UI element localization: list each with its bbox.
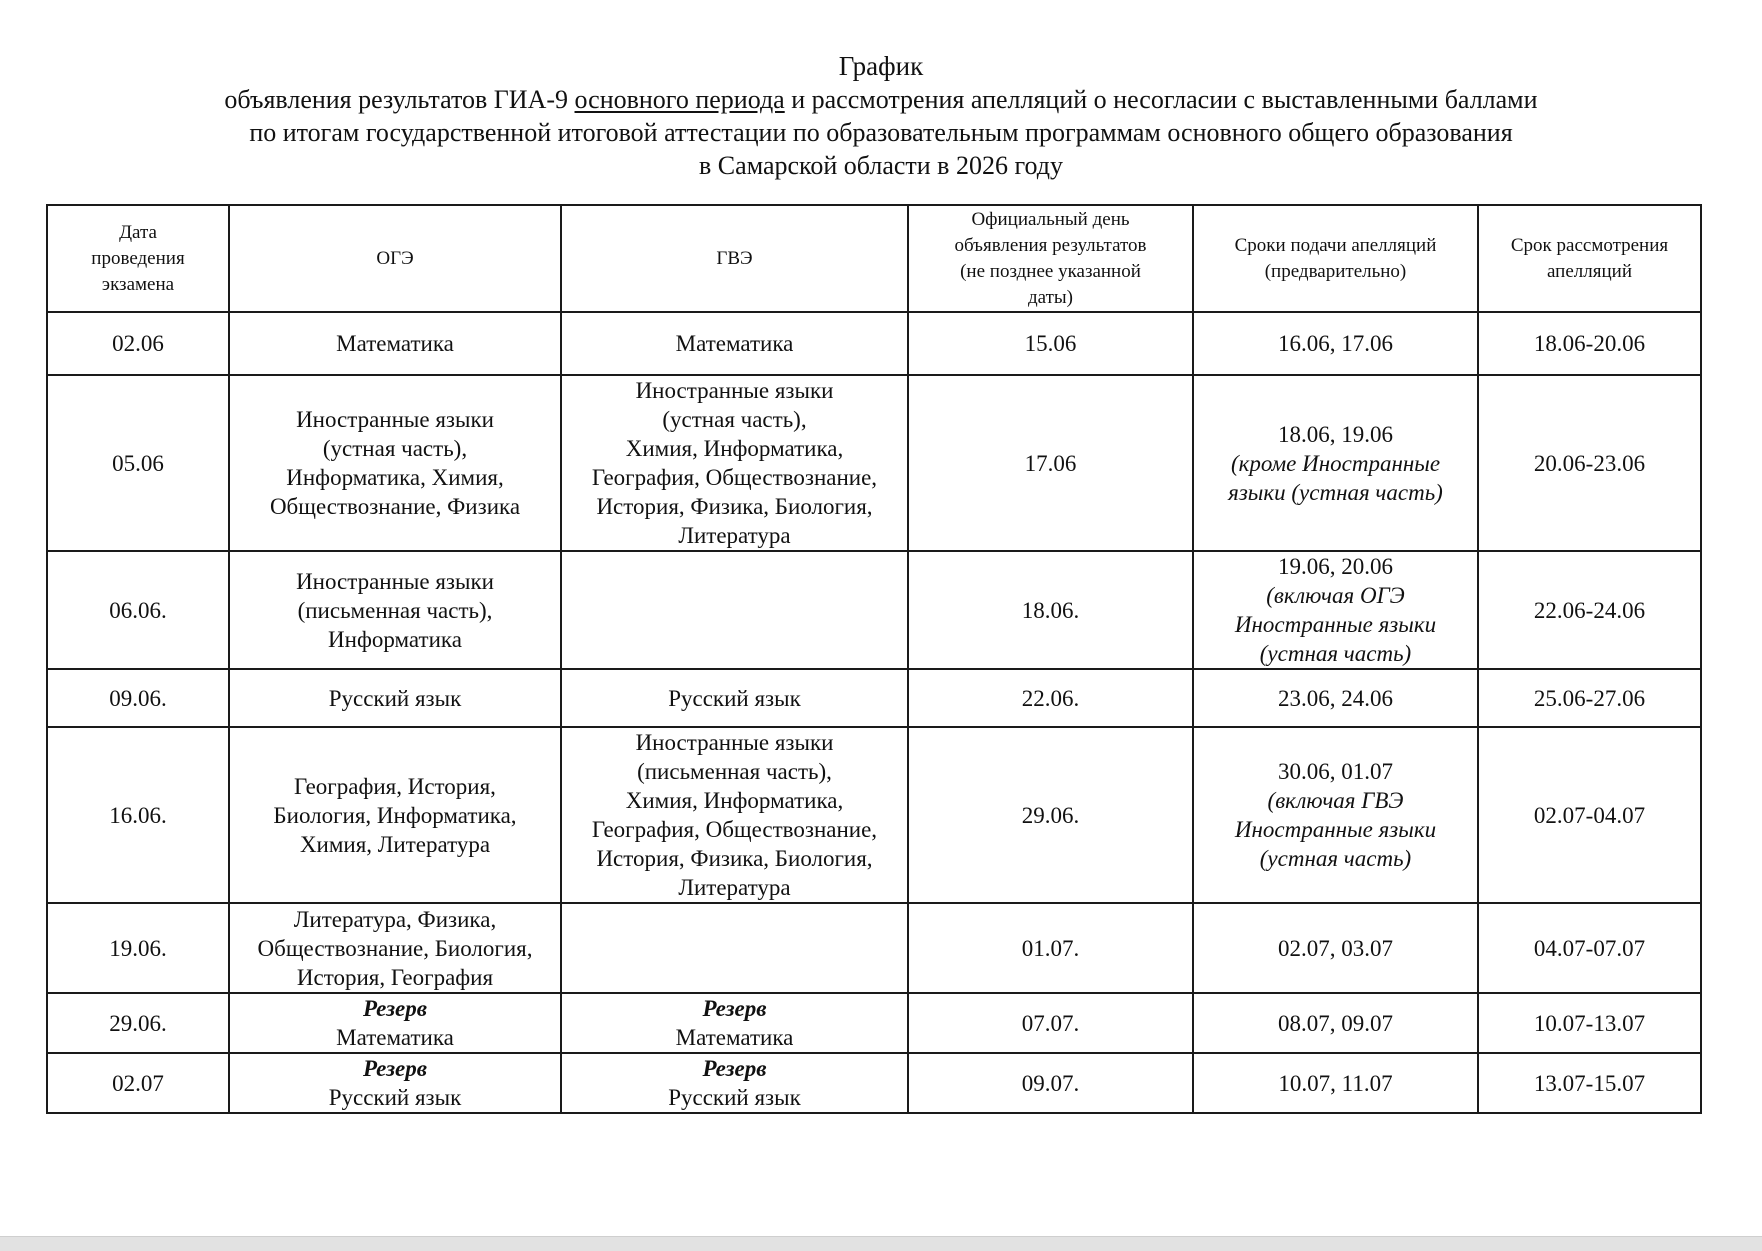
cell-official-results-date: 15.06 <box>908 312 1193 375</box>
text-line: объявления результатов <box>954 234 1147 256</box>
cell-gve-subjects <box>561 1053 908 1113</box>
text-line: даты) <box>1027 286 1073 308</box>
appeal-submission-dates: 18.06, 19.06 <box>1278 421 1393 447</box>
subtitle-text-pre: объявления результатов ГИА-9 <box>224 85 575 114</box>
cell-appeal-review-period: 22.06-24.06 <box>1478 551 1701 669</box>
cell-official-results-date: 22.06. <box>908 669 1193 727</box>
cell-gve-subjects <box>561 375 908 551</box>
page-bottom-edge <box>0 1236 1762 1251</box>
table-row <box>47 551 1701 669</box>
cell-gve-subjects <box>561 727 908 903</box>
cell-appeal-review-period: 13.07-15.07 <box>1478 1053 1701 1113</box>
cell-oge-subjects <box>229 903 561 993</box>
text-line: (включая ОГЭ <box>1266 583 1405 608</box>
text-line: (письменная часть), <box>637 759 832 784</box>
cell-appeal-submission <box>1193 727 1478 903</box>
text-line: проведения <box>91 247 185 269</box>
table-row <box>47 669 1701 727</box>
reserve-label: Резерв <box>702 1056 767 1081</box>
cell-exam-date: 09.06. <box>47 669 229 727</box>
cell-official-results-date: 01.07. <box>908 903 1193 993</box>
table-row <box>47 1053 1701 1113</box>
text-line: Иностранные языки <box>635 378 834 403</box>
text-line: Русский язык <box>668 1085 801 1110</box>
appeal-submission-dates: 16.06, 17.06 <box>1278 331 1393 356</box>
text-line: Сроки подачи апелляций <box>1234 234 1437 256</box>
reserve-label: Резерв <box>702 996 767 1021</box>
document-subtitle-line-1 <box>0 83 1762 116</box>
cell-exam-date: 29.06. <box>47 993 229 1053</box>
document-subtitle-line-3: в Самарской области в 2026 году <box>699 151 1063 180</box>
appeal-submission-dates: 19.06, 20.06 <box>1278 554 1393 579</box>
text-line: Математика <box>675 1025 794 1050</box>
text-line: Иностранные языки <box>635 730 834 755</box>
text-line: (предварительно) <box>1264 260 1407 282</box>
text-line: (устная часть), <box>322 436 468 461</box>
document-subtitle-line-2: по итогам государственной итоговой аттестации по образовательным программам основного общего образования <box>249 118 1513 147</box>
cell-exam-date: 06.06. <box>47 551 229 669</box>
cell-official-results-date: 18.06. <box>908 551 1193 669</box>
cell-exam-date: 19.06. <box>47 903 229 993</box>
text-line: Русский язык <box>328 1085 462 1110</box>
header-appeal-review <box>1478 205 1701 312</box>
cell-oge-subjects <box>229 1053 561 1113</box>
text-line: История, География <box>296 964 494 990</box>
table-row <box>47 993 1701 1053</box>
table-body <box>47 312 1701 1113</box>
text-line: (не позднее указанной <box>960 260 1141 282</box>
text-line: (письменная часть), <box>297 597 493 623</box>
text-line: (устная часть) <box>1259 846 1412 871</box>
cell-official-results-date: 17.06 <box>908 375 1193 551</box>
text-line: Срок рассмотрения <box>1510 234 1669 256</box>
schedule-table <box>46 204 1702 1114</box>
cell-official-results-date: 29.06. <box>908 727 1193 903</box>
cell-official-results-date: 07.07. <box>908 993 1193 1053</box>
header-exam-date <box>47 205 229 312</box>
text-line: Обществознание, Биология, <box>257 935 533 961</box>
cell-appeal-submission <box>1193 312 1478 375</box>
cell-exam-date: 02.07 <box>47 1053 229 1113</box>
subtitle-underlined-period: основного периода <box>574 85 785 114</box>
cell-oge-subjects <box>229 669 561 727</box>
cell-gve-subjects <box>561 669 908 727</box>
text-line: Химия, Информатика, <box>625 788 844 813</box>
text-line: языки (устная часть) <box>1228 479 1443 505</box>
subtitle-text-post: и рассмотрения апелляций о несогласии с выставленными баллами <box>784 85 1538 114</box>
text-line: Математика <box>675 331 794 356</box>
appeal-submission-dates: 08.07, 09.07 <box>1278 1010 1393 1036</box>
text-line: География, История, <box>294 773 496 799</box>
cell-appeal-submission <box>1193 669 1478 727</box>
header-official-results-day <box>908 205 1193 312</box>
cell-gve-subjects <box>561 312 908 375</box>
cell-appeal-submission <box>1193 551 1478 669</box>
text-line: География, Обществознание, <box>591 465 878 490</box>
appeal-submission-dates: 23.06, 24.06 <box>1278 685 1393 711</box>
text-line: апелляций <box>1547 260 1632 282</box>
text-line: Литература, Физика, <box>293 906 497 932</box>
cell-official-results-date: 09.07. <box>908 1053 1193 1113</box>
text-line: Дата <box>119 221 157 243</box>
cell-appeal-submission <box>1193 1053 1478 1113</box>
text-line: (кроме Иностранные <box>1230 450 1441 476</box>
text-line: Официальный день <box>971 208 1130 230</box>
text-line: (устная часть) <box>1259 641 1412 666</box>
text-line: География, Обществознание, <box>591 817 878 842</box>
cell-exam-date: 02.06 <box>47 312 229 375</box>
text-line: Химия, Информатика, <box>625 436 844 461</box>
cell-appeal-submission <box>1193 903 1478 993</box>
cell-appeal-submission <box>1193 375 1478 551</box>
text-line: Русский язык <box>668 685 801 711</box>
cell-appeal-review-period: 02.07-04.07 <box>1478 727 1701 903</box>
cell-appeal-review-period: 25.06-27.06 <box>1478 669 1701 727</box>
appeal-submission-dates: 10.07, 11.07 <box>1278 1070 1393 1096</box>
text-line: Русский язык <box>328 685 462 711</box>
text-line: Иностранные языки <box>296 407 494 432</box>
text-line: Информатика <box>328 626 462 652</box>
cell-gve-subjects <box>561 993 908 1053</box>
cell-gve-subjects <box>561 903 908 993</box>
text-line: Химия, Литература <box>299 831 491 857</box>
header-appeal-submission <box>1193 205 1478 312</box>
table-row <box>47 727 1701 903</box>
cell-oge-subjects <box>229 993 561 1053</box>
cell-oge-subjects <box>229 727 561 903</box>
table-row <box>47 375 1701 551</box>
table-row <box>47 312 1701 375</box>
cell-appeal-review-period: 18.06-20.06 <box>1478 312 1701 375</box>
cell-oge-subjects <box>229 551 561 669</box>
text-line: (устная часть), <box>662 407 807 432</box>
appeal-submission-dates: 02.07, 03.07 <box>1278 935 1393 961</box>
cell-appeal-review-period: 10.07-13.07 <box>1478 993 1701 1053</box>
cell-exam-date: 05.06 <box>47 375 229 551</box>
cell-oge-subjects <box>229 312 561 375</box>
cell-appeal-review-period: 04.07-07.07 <box>1478 903 1701 993</box>
text-line: Информатика, Химия, <box>286 465 504 490</box>
table-header-row <box>47 205 1701 312</box>
appeal-submission-dates: 30.06, 01.07 <box>1278 759 1393 784</box>
document-heading <box>0 50 1762 182</box>
text-line: экзамена <box>101 273 175 295</box>
text-line: (включая ГВЭ <box>1267 788 1404 813</box>
text-line: Иностранные языки <box>296 568 494 594</box>
text-line: Иностранные языки <box>1234 612 1437 637</box>
reserve-label: Резерв <box>362 1056 428 1081</box>
text-line: Математика <box>336 1025 454 1050</box>
header-oge: ОГЭ <box>229 205 561 312</box>
header-gve: ГВЭ <box>561 205 908 312</box>
text-line: Литература <box>678 875 791 900</box>
table-row <box>47 903 1701 993</box>
cell-gve-subjects <box>561 551 908 669</box>
reserve-label: Резерв <box>362 996 428 1021</box>
cell-oge-subjects <box>229 375 561 551</box>
cell-appeal-review-period: 20.06-23.06 <box>1478 375 1701 551</box>
text-line: История, Физика, Биология, <box>596 846 873 871</box>
text-line: Иностранные языки <box>1234 817 1437 842</box>
text-line: Литература <box>678 523 791 548</box>
cell-exam-date: 16.06. <box>47 727 229 903</box>
text-line: Математика <box>336 331 454 356</box>
text-line: Биология, Информатика, <box>273 802 517 828</box>
text-line: Обществознание, Физика <box>269 494 521 519</box>
document-title: График <box>838 51 924 81</box>
text-line: История, Физика, Биология, <box>596 494 873 519</box>
cell-appeal-submission <box>1193 993 1478 1053</box>
